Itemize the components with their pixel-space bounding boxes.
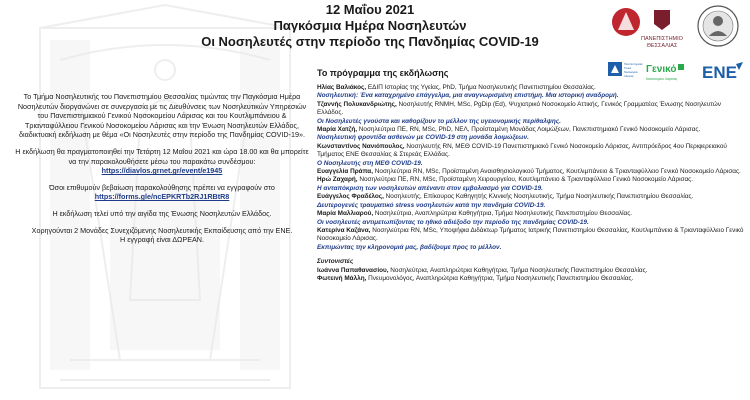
geniko-logo <box>646 64 684 81</box>
event-title: Παγκόσμια Ημέρα Νοσηλευτών <box>273 18 467 33</box>
red-emblem-logo <box>612 8 640 36</box>
hospital-small-line-1: Πανεπιστημιακό <box>624 63 643 66</box>
speaker-affiliation: Νοσηλευτής RNMH, MSc, PgDip (Ed), Ψυχιατρικό Νοσοκομείο Αττικής, Γενικός Γραμματέας Ένωσης Νοσηλευτών Ελλάδος. <box>317 100 721 117</box>
program-speaker <box>317 101 745 118</box>
registration-link[interactable]: https://forms.gle/ncEPKRTb2RJ1RBtR8 <box>94 192 230 202</box>
hospital-logo <box>608 62 643 78</box>
ene-logo <box>702 62 743 82</box>
hospital-small-line-2: Γενικό <box>624 67 632 70</box>
ene-label: ENE <box>702 63 737 82</box>
program-topic: Οι Νοσηλευτές γνούστα και καθορίζουν το μέλλον της υγειονομικής περίθαλψης. <box>317 117 561 125</box>
coordinator-item <box>317 267 745 275</box>
university-line-1: ΠΑΝΕΠΙΣΤΗΜΙΟ <box>641 36 683 42</box>
intro-paragraph: Το Τμήμα Νοσηλευτικής του Πανεπιστημίου Θεσσαλίας τιμώντας την Παγκόσμια Ημέρα Νοσηλευτών διοργανώνει σε συνεργασία με τις Διευθύνσεις των Νοσηλευτικών Υπηρεσιών του Πανεπιστημιακού Γενικού Νοσοκομείου Λάρισας και του Κουτλιμπάνειου & Τριανταφύλλειου Γενικού Νοσοκομείου Λάρισας και την Ένωση Νοσηλευτών Ελλάδος, διαδικτυακή εκδήλωση με θέμα «Οι Νοσηλευτές στην περίοδο της Πανδημίας COVID-19». <box>17 92 307 140</box>
program-topic: Εκπιμώντας την κληρονομιά μας, βαδίζουμε προς το μέλλον. <box>317 243 502 251</box>
speaker-affiliation: Νοσηλεύτρια, Αναπληρώτρια Καθηγήτρια, Τμήμα Νοσηλευτικής Πανεπιστημίου Θεσσαλίας. <box>373 210 633 218</box>
certificate-text: Όσοι επιθυμούν βεβαίωση παρακολούθησης πρέπει να εγγραφούν στο <box>49 182 275 192</box>
speaker-affiliation: Νοσηλευτής, Επίκουρος Καθηγητής Κλινικής Νοσηλευτικής, Τμήμα Νοσηλευτικής Πανεπιστημίου Θεσσαλίας. <box>383 193 694 201</box>
speaker-name: Ηλίας Βαλιάκος, <box>317 84 367 91</box>
speaker-name: Ευάγγελος Φραδέλος, <box>317 193 384 201</box>
speaker-affiliation: ΕΔΙΠ Ιστορίας της Υγείας, PhD, Τμήμα Νοσηλευτικής Πανεπιστημίου Θεσσαλίας. <box>366 84 596 91</box>
program-topic: Ο Νοσηλευτής στη ΜΕΘ COVID-19. <box>317 159 423 167</box>
coordinator-affiliation: Πνευμονολόγος, Αναπληρώτρια Καθηγήτρια, Τμήμα Νοσηλευτικής Πανεπιστημίου Θεσσαλίας. <box>366 274 634 282</box>
speaker-name: Ευαγγελία Πράπα, <box>317 168 374 176</box>
speaker-name: Κατερίνα Καζάνα, <box>317 226 371 234</box>
program-title: Το πρόγραμμα της εκδήλωσης <box>317 68 449 78</box>
sponsor-logos <box>606 2 746 92</box>
coordinator-affiliation: Νοσηλεύτρια, Αναπληρώτρια Καθηγήτρια, Τμήμα Νοσηλευτικής Πανεπιστημίου Θεσσαλίας. <box>388 266 648 274</box>
university-thessaly-logo <box>641 10 684 49</box>
event-description <box>12 92 312 252</box>
speaker-name: Ηρώ Ζαχαρή, <box>317 176 358 184</box>
coordinators-label: Συντονιστές <box>317 258 354 266</box>
event-date: 12 Μαΐου 2021 <box>325 2 415 17</box>
credits-text: Χορηγούνται 2 Μονάδες Συνεχιζόμενης Νοσηλευτικής Εκπαίδευσης από την ΕΝΕ. <box>31 225 293 235</box>
program-topic: Οι νοσηλευτές αντιμετωπίζοντας το ηθικό αδιέξοδο την περίοδο της πανδημίας COVID-19. <box>317 218 589 226</box>
program-speaker <box>317 193 745 201</box>
credits-paragraph <box>12 226 312 245</box>
speaker-affiliation: Νοσηλεύτρια ΠΕ, RN, MSc, Προϊσταμένη Χειρουργείου, Κουτλιμπάνειο & Τριανταφύλλειο Γενικό Νοσοκομείο Λάρισας. <box>357 176 694 184</box>
program-topic: Νοσηλευτική: Ένα καταχρημένο επάγγελμα, μια αναγνωρισμένη επιστήμη. Μια ιστορική αναδρομή. <box>317 92 619 100</box>
program-speaker <box>317 176 745 184</box>
certificate-paragraph <box>12 183 312 202</box>
program-topic: Η ανταπόκριση των νοσηλευτών απέναντι στον εμβολιασμό για COVID-19. <box>317 184 543 192</box>
speaker-name: Μαρία Χατζή, <box>317 126 358 134</box>
schedule-paragraph <box>12 147 312 176</box>
schedule-text: Η εκδήλωση θα πραγματοποιηθεί την Τετάρτη 12 Μαΐου 2021 και ώρα 18.00 και θα μπορείτε να την παρακολουθήσετε μέσω του παρακάτω συνδέσμου: <box>15 146 309 166</box>
speaker-name: Μαρία Μαλλιαρού, <box>317 210 374 218</box>
speaker-affiliation: Νοσηλεύτρια RN, MSc, Υποψήφια Διδάκτωρ Τμήματος Ιατρικής Πανεπιστημίου Θεσσαλίας, Κουτλιμπάνειο & Τριανταφύλλειο Γενικό Νοσοκομείο Λάρισας. <box>317 226 744 243</box>
coordinators <box>317 258 745 283</box>
program-list <box>317 84 745 283</box>
program-topic: Νοσηλευτική φροντίδα ασθενών με COVID-19 στη μονάδα λοιμώξεων. <box>317 134 529 142</box>
program-speaker <box>317 227 745 244</box>
university-line-2: ΘΕΣΣΑΛΙΑΣ <box>646 43 678 49</box>
program-speaker <box>317 143 745 160</box>
speaker-affiliation: Νοσηλεύτρια RN, MSc, Προϊσταμένη Αναισθησιολογικού Τμήματος, Κουτλιμπάνειο & Τριανταφύλλειο Γενικό Νοσοκομείο Λάρισας. <box>373 168 741 176</box>
free-registration-text: Η εγγραφή είναι ΔΩΡΕΑΝ. <box>120 235 204 245</box>
geniko-label: Γενικό <box>646 64 677 75</box>
speaker-name: Κωνσταντίνος Νανιόπουλος, <box>317 142 405 150</box>
hospital-small-line-4: Λάρισας <box>624 75 634 78</box>
coordinator-name: Ιωάννα Παπαθανασίου, <box>317 266 389 274</box>
speaker-affiliation: Νοσηλεύτρια ΠΕ, RN, MSc, PhD, ΝΕΛ, Προϊσταμένη Μονάδας Λοιμώξεων, Πανεπιστημιακό Γενικό Νοσοκομείο Λάρισας. <box>357 126 701 134</box>
program-speaker <box>317 210 745 218</box>
event-header <box>120 2 620 50</box>
speaker-affiliation: Νοσηλευτής RN, ΜΕΘ COVID-19 Πανεπιστημιακό Γενικό Νοσοκομείο Λάρισας, Αντιπρόεδρος 4ου Περιφερειακού Τμήματος ΕΝΕ Θεσσαλίας & Στερεάς Ελλάδας. <box>317 142 727 159</box>
coordinator-item <box>317 275 745 283</box>
coordinator-name: Φωτεινή Μάλλη, <box>317 274 367 282</box>
auspices-text: Η εκδήλωση τελεί υπό την αιγίδα της Ένωσης Νοσηλευτών Ελλάδος. <box>52 208 272 218</box>
event-subtitle: Οι Νοσηλευτές στην περίοδο της Πανδημίας COVID-19 <box>201 34 539 49</box>
stream-link[interactable]: https://diavlos.grnet.gr/event/e1945 <box>101 166 223 176</box>
hospital-small-line-3: Νοσοκομείο <box>624 71 638 74</box>
speaker-name: Τζαννής Πολυκανδριώτης, <box>317 100 397 108</box>
program-topic: Δευτερογενές τραυματικό stress νοσηλευτών κατά την πανδημία COVID-19. <box>317 201 546 209</box>
geniko-sub: Νοσοκομείο Λάρισας <box>646 77 678 81</box>
portrait-seal-logo <box>698 6 738 46</box>
